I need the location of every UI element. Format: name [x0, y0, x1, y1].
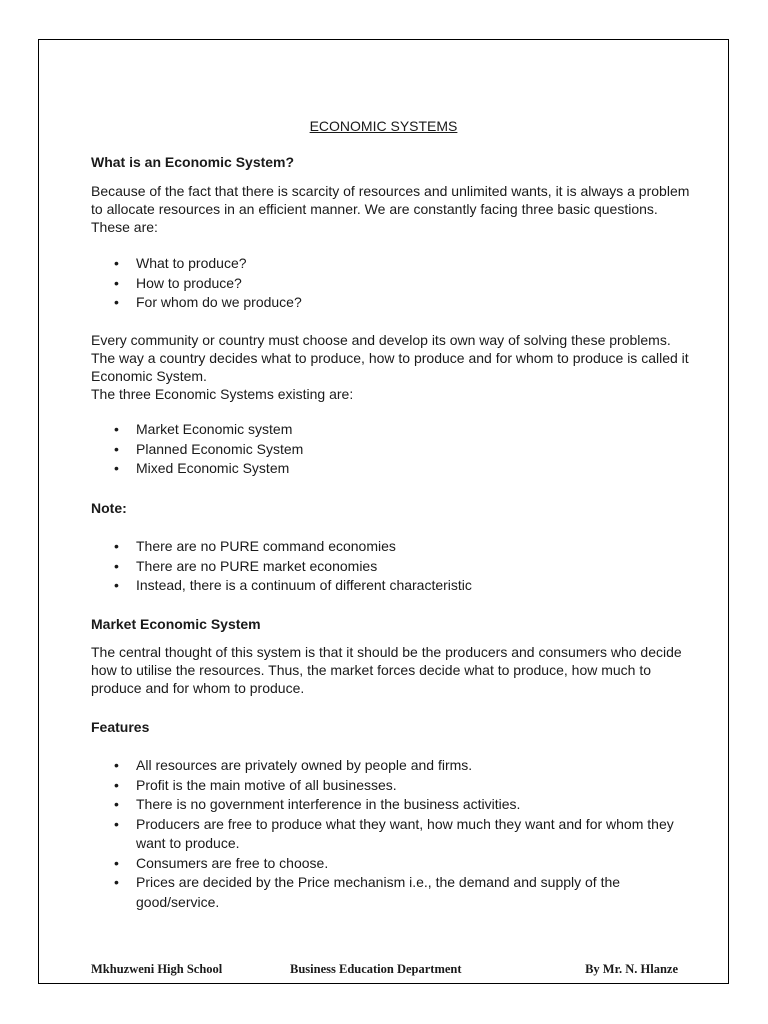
footer-school: Mkhuzweni High School: [91, 962, 223, 976]
document-title: ECONOMIC SYSTEMS: [309, 118, 458, 134]
systems-list: [91, 420, 691, 479]
footer-author: By Mr. N. Hlanze: [585, 962, 678, 976]
list-item: • There are no PURE command economies: [91, 537, 691, 557]
list-item: • All resources are privately owned by people and firms.: [91, 756, 691, 776]
features-heading: Features: [91, 719, 150, 735]
list-item: • Profit is the main motive of all businesses.: [91, 776, 691, 796]
economic-system-definition-paragraph: Every community or country must choose and develop its own way of solving these problems. The way a country decides what to produce, how to produce and for whom to produce is called it Economic System.: [91, 332, 689, 384]
list-item: • What to produce?: [91, 254, 691, 274]
list-item: • There are no PURE market economies: [91, 557, 691, 577]
list-item: • Planned Economic System: [91, 440, 691, 460]
list-item: • How to produce?: [91, 274, 691, 294]
list-item: • Prices are decided by the Price mechanism i.e., the demand and supply of the good/service.: [91, 873, 691, 912]
list-item: • Mixed Economic System: [91, 459, 691, 479]
list-item: • Producers are free to produce what they want, how much they want and for whom they want to produce.: [91, 815, 691, 854]
intro-paragraph: Because of the fact that there is scarcity of resources and unlimited wants, it is always a problem to allocate resources in an efficient manner. We are constantly facing three basic questions. These are:: [91, 183, 690, 235]
list-item: • For whom do we produce?: [91, 293, 691, 313]
list-item: • Market Economic system: [91, 420, 691, 440]
three-systems-intro: The three Economic Systems existing are:: [91, 386, 354, 402]
heading-what-is-economic-system: What is an Economic System?: [91, 154, 295, 170]
features-list: [91, 756, 691, 912]
questions-list: [91, 254, 691, 313]
market-economic-system-heading: Market Economic System: [91, 616, 261, 632]
document-page: [38, 39, 729, 984]
footer-department: Business Education Department: [290, 962, 462, 976]
market-economic-system-paragraph: The central thought of this system is that it should be the producers and consumers who decide how to utilise the resources. Thus, the market forces decide what to produce, how much to produce and for whom to produce.: [91, 644, 682, 696]
list-item: • Instead, there is a continuum of different characteristic: [91, 576, 691, 596]
note-heading: Note:: [91, 500, 127, 516]
list-item: • There is no government interference in the business activities.: [91, 795, 691, 815]
list-item: • Consumers are free to choose.: [91, 854, 691, 874]
note-list: [91, 537, 691, 596]
